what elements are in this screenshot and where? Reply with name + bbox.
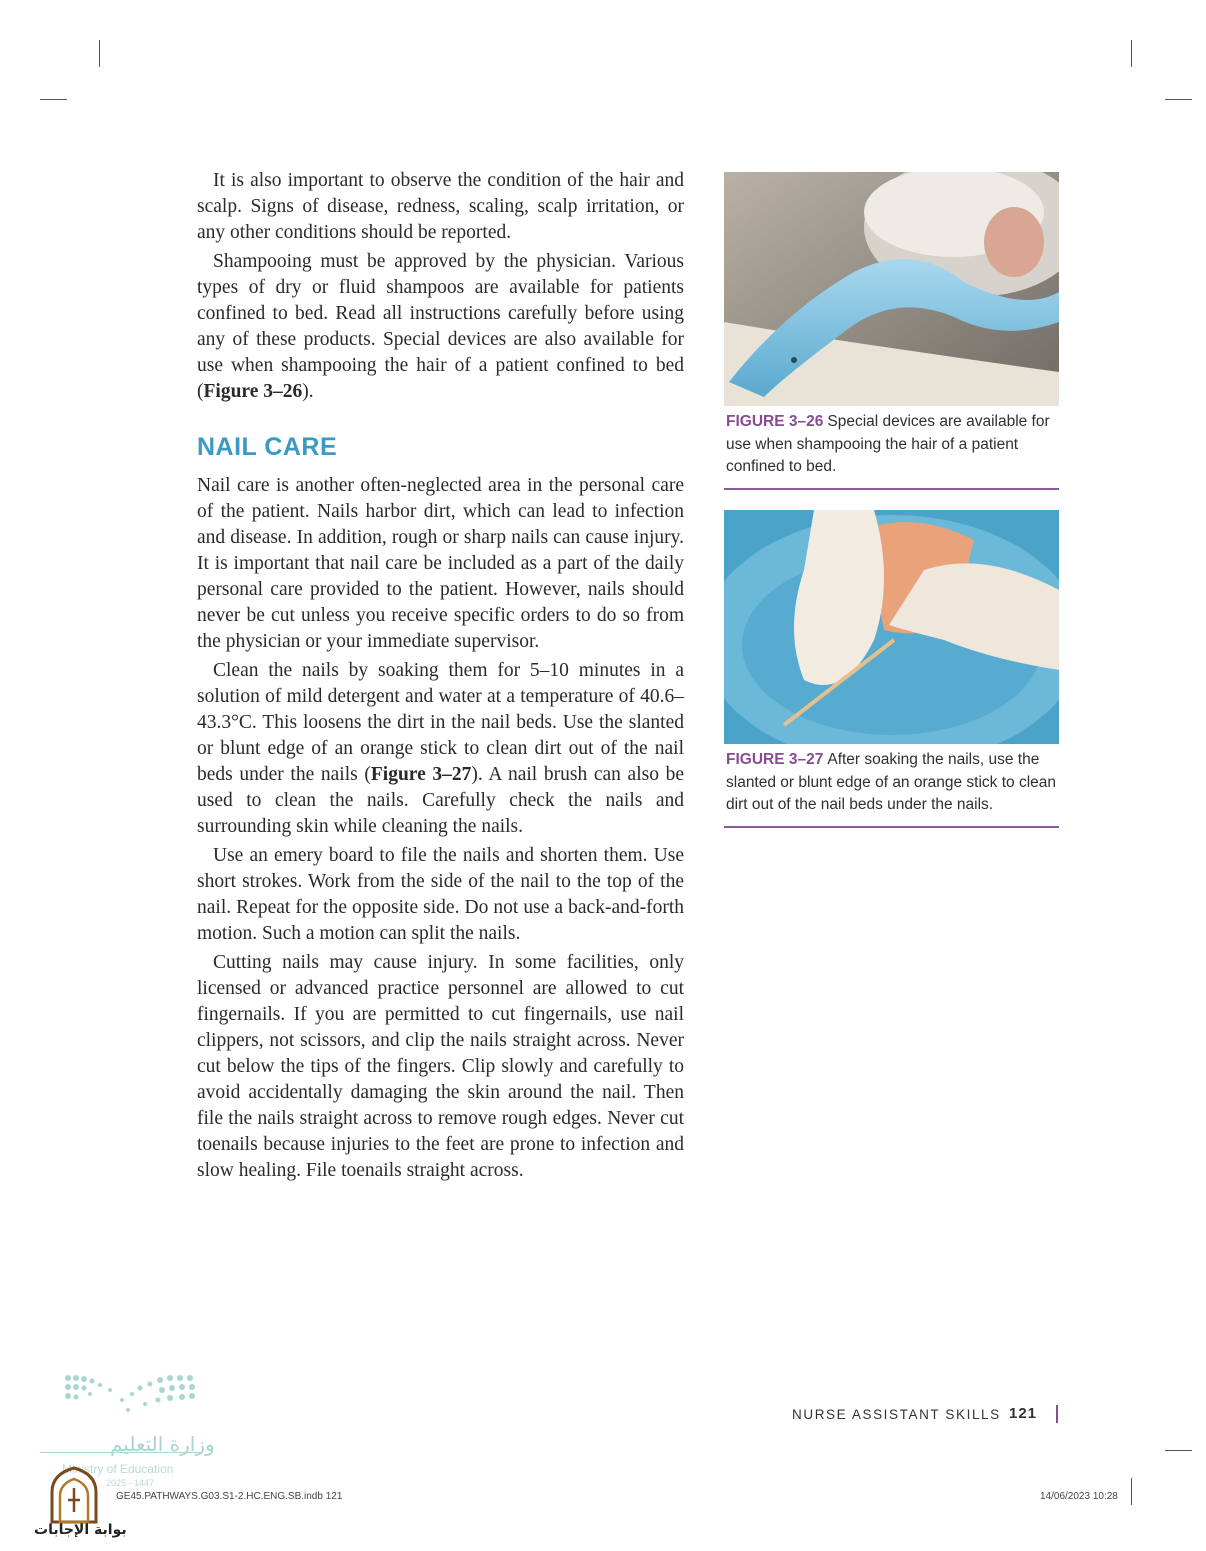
footer-rule [1056, 1405, 1058, 1423]
figure-3-27 [724, 510, 1059, 828]
ministry-english: Ministry of Education [62, 1462, 174, 1476]
figure-label: FIGURE 3–27 [726, 751, 824, 768]
paragraph: It is also important to observe the condition of the hair and scalp. Signs of disease, redness, scaling, scalp irritation, or any other conditions should be reported. [197, 170, 684, 243]
ministry-logo-icon [40, 1370, 210, 1420]
ministry-arabic: وزارة التعليم [110, 1432, 215, 1456]
figure-label: FIGURE 3–26 [726, 413, 824, 430]
page-number: 121 [1009, 1405, 1038, 1422]
crop-mark [1165, 99, 1192, 100]
figure-3-26 [724, 172, 1059, 490]
paragraph: Cutting nails may cause injury. In some facilities, only licensed or advanced practice personnel are allowed to cut fingernails. If you are permitted to cut fingernails, use nail clippers, not scissors, and clip the nails straight across. Never cut below the tips of the fingers. Clip slowly and carefully to avoid accidentally damaging the skin around the nail. Then file the nails straight across to remove rough edges. Never cut toenails because injuries to the feet are prone to infection and slow healing. File toenails straight across. [197, 952, 684, 1181]
figure-caption: FIGURE 3–27 After soaking the nails, use the slanted or blunt edge of an orange stick to clean dirt out of the nail beds under the nails. [724, 749, 1059, 828]
slug-file: GE45.PATHWAYS.G03.S1-2.HC.ENG.SB.indb 121 [116, 1491, 343, 1502]
figure-reference: Figure 3–26 [203, 381, 303, 402]
shampoo-basin-photo [724, 172, 1059, 406]
figure-caption: FIGURE 3–26 Special devices are available for use when shampooing the hair of a patient confined to bed. [724, 411, 1059, 490]
answers-portal-text: بوابة الإجابات [34, 1522, 127, 1538]
paragraph: Nail care is another often-neglected area in the personal care of the patient. Nails harbor dirt, which can lead to infection and disease. In addition, rough or sharp nails can cause injury. It is important that nail care be included as a part of the daily personal care provided to the patient. However, nails should never be cut unless you receive specific orders to do so from the physician or your immediate supervisor. [197, 475, 684, 652]
slug-date: 14/06/2023 10:28 [1040, 1491, 1118, 1502]
section-heading: NAIL CARE [197, 433, 338, 461]
crop-mark [1131, 40, 1132, 67]
nail-care-photo [724, 510, 1059, 744]
crop-mark [40, 99, 67, 100]
running-head: NURSE ASSISTANT SKILLS [792, 1407, 1001, 1422]
paragraph: Use an emery board to file the nails and shorten them. Use short strokes. Work from the side of the nail to the top of the nail. Repeat for the opposite side. Do not use a back-and-forth motion. Such a motion can split the nails. [197, 845, 684, 944]
paragraph: Clean the nails by soaking them for 5–10 minutes in a solution of mild detergent and water at a temperature of 40.6–43.3°C. This loosens the dirt in the nail beds. Use the slanted or blunt edge of an orange stick to clean dirt out of the nail beds under the nails (Figure 3–27). A nail brush can also be used to clean the nails. Carefully check the nails and surrounding skin while cleaning the nails. [197, 660, 684, 837]
main-column [197, 168, 684, 1184]
figure-reference: Figure 3–27 [370, 764, 472, 785]
ministry-year: 2025 - 1447 [106, 1478, 155, 1488]
crop-mark [1131, 1478, 1132, 1505]
crop-mark [99, 40, 100, 67]
paragraph: Shampooing must be approved by the physician. Various types of dry or fluid shampoos are available for patients confined to bed. Read all instructions carefully before using any of these products. Special devices are also available for use when shampooing the hair of a patient confined to bed (Figure 3–26). [197, 251, 684, 402]
crop-mark [1165, 1450, 1192, 1451]
